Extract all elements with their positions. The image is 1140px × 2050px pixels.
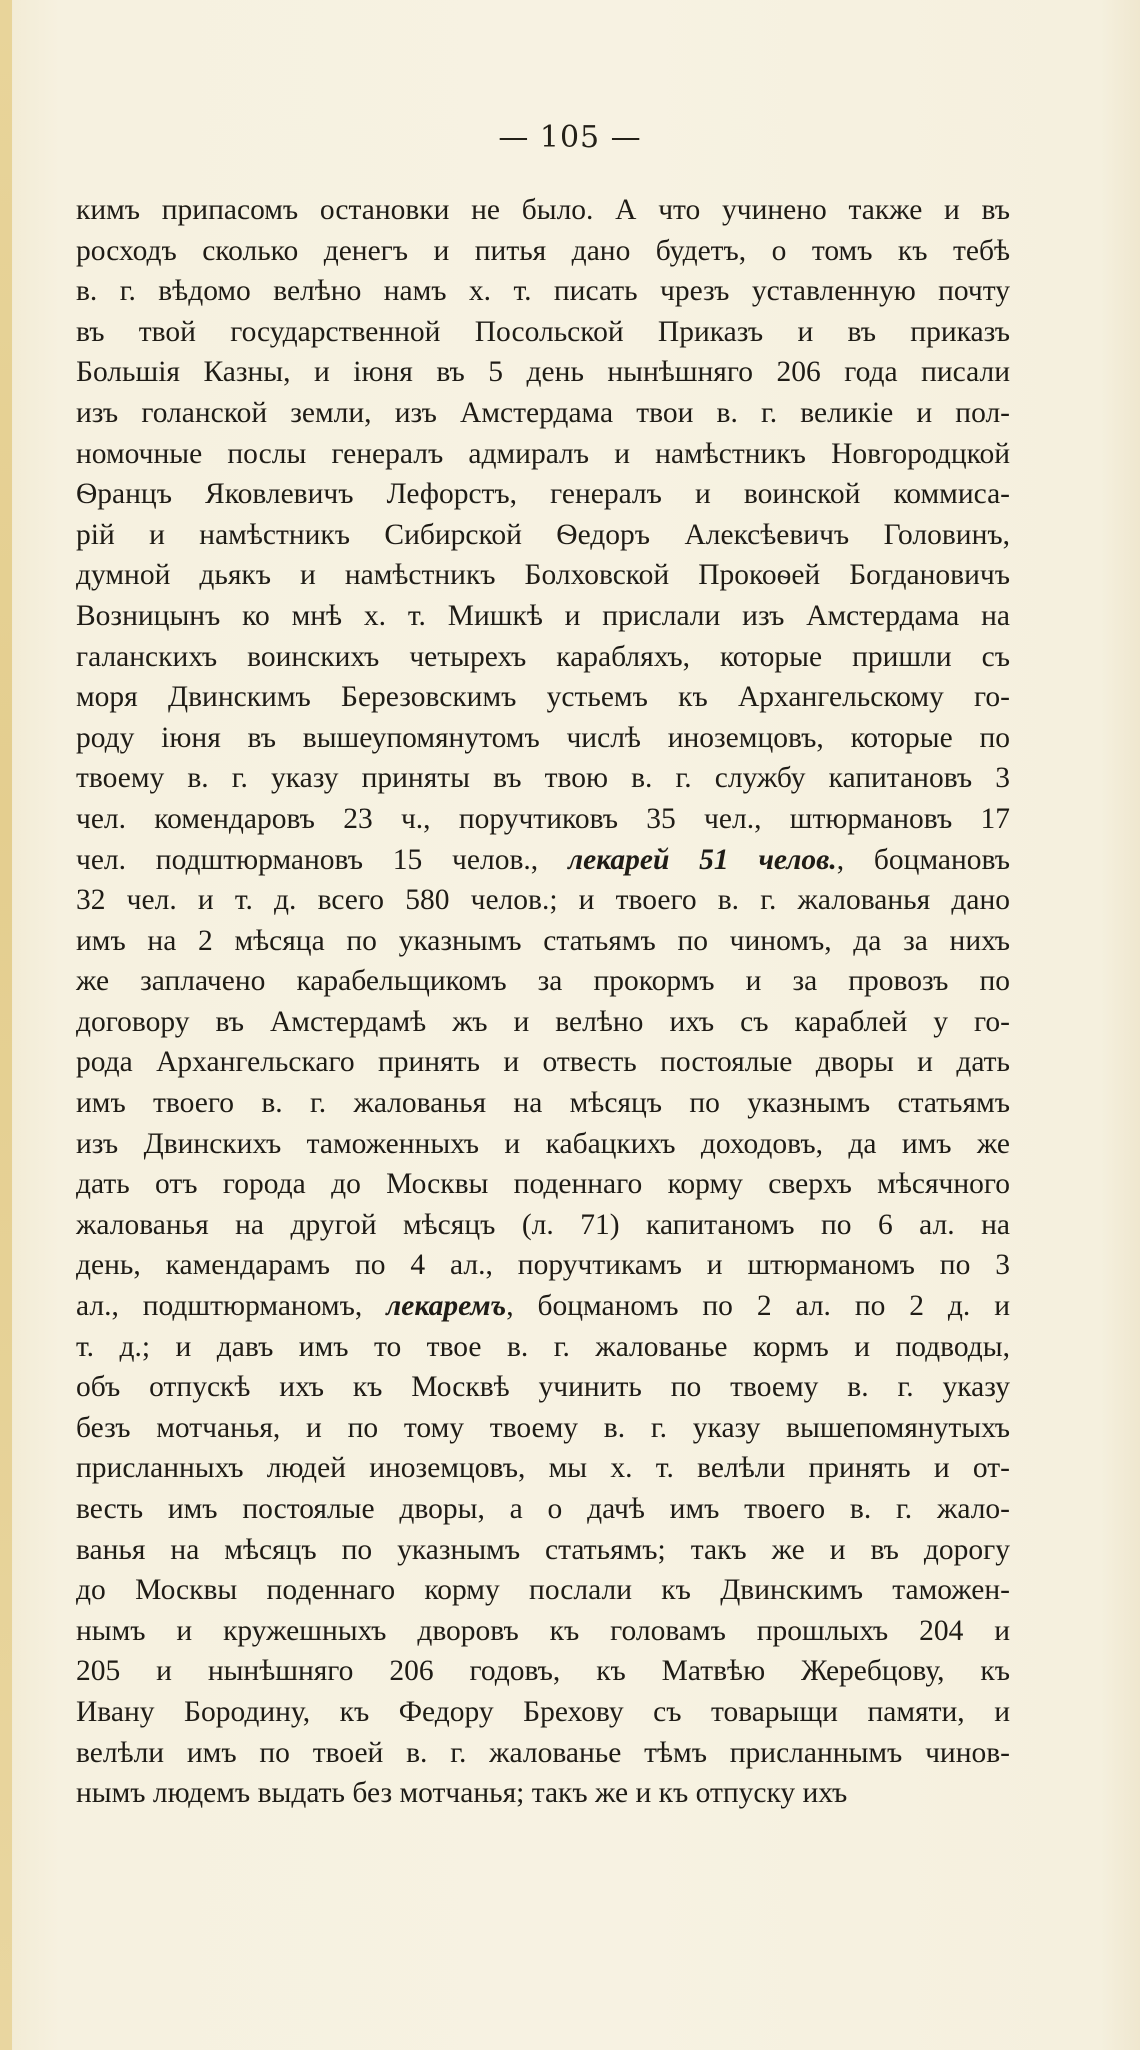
italic-emphasis: лекарей 51 челов.	[567, 843, 837, 876]
text-line	[76, 312, 1010, 353]
text-line	[76, 1002, 1010, 1043]
text-line	[76, 961, 1010, 1002]
text-line	[76, 434, 1010, 475]
text-segment: присланныхъ людей иноземцовъ, мы х. т. велѣли принять и от-	[76, 1452, 1010, 1485]
body-text	[76, 190, 1010, 1814]
text-line	[76, 1286, 1010, 1327]
italic-emphasis: лекаремъ	[386, 1290, 507, 1323]
text-line	[76, 840, 1010, 881]
text-segment: номочные послы генералъ адмиралъ и намѣстникъ Новгородцкой	[76, 437, 1010, 470]
text-line	[76, 880, 1010, 921]
text-segment: т. д.; и давъ имъ то твое в. г. жалованье кормъ и подводы,	[76, 1330, 1010, 1363]
text-line	[76, 190, 1010, 231]
text-segment: договору въ Амстердамѣ жъ и велѣно ихъ съ караблей у го-	[76, 1005, 1010, 1038]
text-line	[76, 1733, 1010, 1774]
text-line	[76, 1408, 1010, 1449]
text-segment: въ твой государственной Посольской Приказъ и въ приказъ	[76, 315, 1010, 348]
text-line	[76, 1530, 1010, 1571]
text-segment: Ивану Бородину, къ Федору Брехову съ товарыщи памяти, и	[76, 1695, 1010, 1728]
text-line	[76, 1164, 1010, 1205]
text-segment: нымъ людемъ выдать без мотчанья; такъ же и къ отпуску ихъ	[76, 1777, 848, 1810]
text-line	[76, 1245, 1010, 1286]
text-segment: 32 чел. и т. д. всего 580 челов.; и твоего в. г. жалованья дано	[76, 884, 1010, 917]
text-segment: безъ мотчанья, и по тому твоему в. г. указу вышепомянутыхъ	[76, 1411, 1010, 1444]
text-segment: до Москвы поденнаго корму послали къ Двинскимъ таможен-	[76, 1574, 1010, 1607]
text-segment: кимъ припасомъ остановки не было. А что учинено также и въ	[76, 194, 1010, 226]
text-segment: в. г. вѣдомо велѣно намъ х. т. писать чрезъ уставленную почту	[76, 275, 1010, 308]
text-line	[76, 555, 1010, 596]
text-line	[76, 1083, 1010, 1124]
text-line	[76, 1773, 1010, 1814]
text-segment: 205 и нынѣшняго 206 годовъ, къ Матвѣю Жеребцову, къ	[76, 1655, 1010, 1688]
page-number: — 105 —	[498, 120, 642, 155]
text-line	[76, 271, 1010, 312]
text-segment: дать отъ города до Москвы поденнаго корму сверхъ мѣсячного	[76, 1168, 1010, 1201]
text-line	[76, 758, 1010, 799]
text-line	[76, 474, 1010, 515]
text-segment: , боцмановъ	[836, 843, 1010, 876]
text-segment: изъ Двинскихъ таможенныхъ и кабацкихъ доходовъ, да имъ же	[76, 1127, 1010, 1160]
text-segment: думной дьякъ и намѣстникъ Болховской Прокоѳей Богдановичъ	[76, 559, 1010, 592]
text-segment: ванья на мѣсяцъ по указнымъ статьямъ; такъ же и въ дорогу	[76, 1533, 1010, 1566]
text-segment: имъ на 2 мѣсяца по указнымъ статьямъ по чиномъ, да за нихъ	[76, 924, 1010, 957]
text-line	[76, 352, 1010, 393]
text-line	[76, 393, 1010, 434]
text-segment: росходъ сколько денегъ и питья дано будетъ, о томъ къ тебѣ	[76, 234, 1010, 267]
text-segment: же заплачено карабельщикомъ за прокормъ и за провозъ по	[76, 965, 1010, 998]
text-line	[76, 637, 1010, 678]
text-line	[76, 1205, 1010, 1246]
text-line	[76, 1611, 1010, 1652]
text-line	[76, 1448, 1010, 1489]
page-edge	[0, 0, 12, 2050]
text-segment: твоему в. г. указу приняты въ твою в. г. службу капитановъ 3	[76, 762, 1010, 795]
text-segment: весть имъ постоялые дворы, а о дачѣ имъ твоего в. г. жало-	[76, 1493, 1010, 1525]
text-segment: имъ твоего в. г. жалованья на мѣсяцъ по указнымъ статьямъ	[76, 1087, 1010, 1120]
text-segment: роду іюня въ вышеупомянутомъ числѣ иноземцовъ, которые по	[76, 721, 1010, 754]
text-line	[76, 718, 1010, 759]
text-line	[76, 799, 1010, 840]
text-segment: жалованья на другой мѣсяцъ (л. 71) капитаномъ по 6 ал. на	[76, 1208, 1010, 1241]
text-line	[76, 1489, 1010, 1530]
text-segment: чел. комендаровъ 23 ч., поручтиковъ 35 чел., штюрмановъ 17	[76, 802, 1010, 835]
text-line	[76, 231, 1010, 272]
text-segment: Возницынъ ко мнѣ х. т. Мишкѣ и прислали изъ Амстердама на	[76, 599, 1010, 632]
text-segment: велѣли имъ по твоей в. г. жалованье тѣмъ присланнымъ чинов-	[76, 1736, 1010, 1769]
text-segment: чел. подштюрмановъ 15 челов.,	[76, 843, 568, 876]
text-segment: день, камендарамъ по 4 ал., поручтикамъ и штюрманомъ по 3	[76, 1249, 1010, 1282]
text-segment: моря Двинскимъ Березовскимъ устьемъ къ Архангельскому го-	[76, 681, 1010, 714]
text-segment: Ѳранцъ Яковлевичъ Лефорстъ, генералъ и воинской коммиса-	[76, 478, 1010, 511]
text-segment: Большія Казны, и іюня въ 5 день нынѣшняго 206 года писали	[76, 356, 1010, 389]
text-line	[76, 1651, 1010, 1692]
text-line	[76, 921, 1010, 962]
text-segment: объ отпускѣ ихъ къ Москвѣ учинить по твоему в. г. указу	[76, 1371, 1010, 1404]
text-segment: ал., подштюрманомъ,	[76, 1290, 387, 1323]
text-line	[76, 1042, 1010, 1083]
text-line	[76, 1327, 1010, 1368]
text-segment: рій и намѣстникъ Сибирской Ѳедоръ Алексѣевичъ Головинъ,	[76, 518, 1010, 551]
text-segment: рода Архангельскаго принять и отвесть постоялые дворы и дать	[76, 1046, 1010, 1079]
text-segment: нымъ и кружешныхъ дворовъ къ головамъ прошлыхъ 204 и	[76, 1614, 1010, 1647]
text-segment: галанскихъ воинскихъ четырехъ карабляхъ, которые пришли съ	[76, 640, 1010, 673]
text-line	[76, 677, 1010, 718]
text-line	[76, 596, 1010, 637]
text-line	[76, 515, 1010, 556]
text-line	[76, 1124, 1010, 1165]
text-line	[76, 1367, 1010, 1408]
text-line	[76, 1570, 1010, 1611]
text-segment: , боцманомъ по 2 ал. по 2 д. и	[506, 1290, 1010, 1323]
text-line	[76, 1692, 1010, 1733]
text-segment: изъ голанской земли, изъ Амстердама твои в. г. великіе и пол-	[76, 396, 1010, 429]
